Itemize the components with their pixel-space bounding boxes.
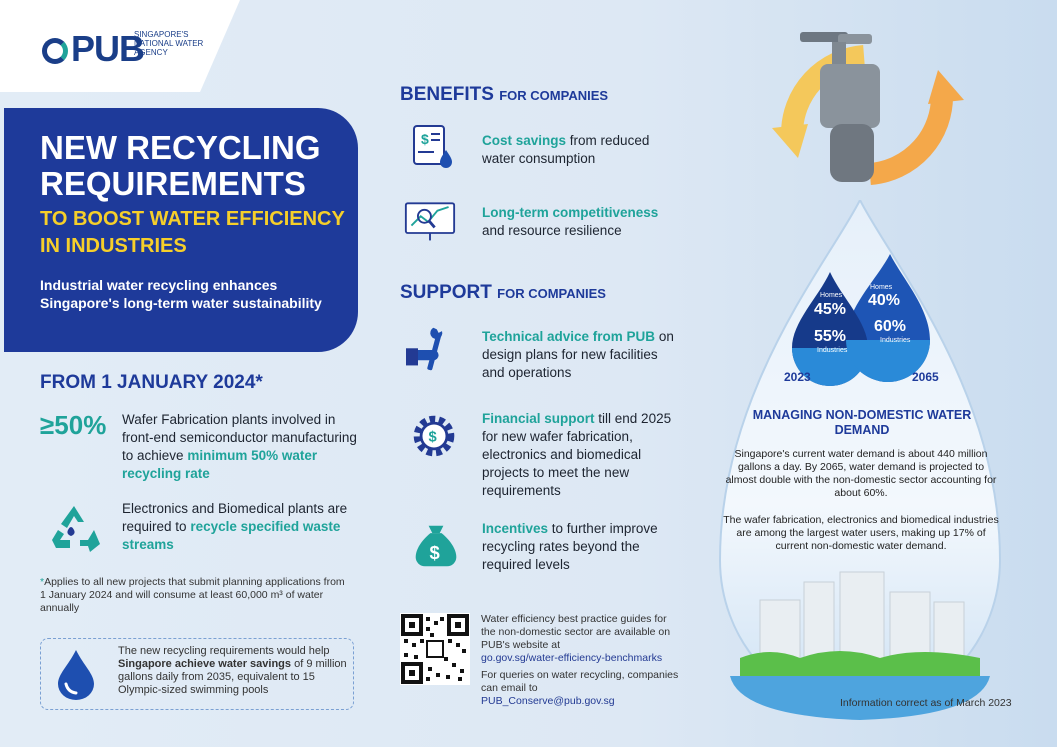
recycling-rate-stat: ≥50% xyxy=(40,410,107,440)
benefit-competitiveness: Long-term competitiveness and resource resilience xyxy=(482,205,659,238)
hero-title: NEW RECYCLING REQUIREMENTS xyxy=(40,129,321,202)
guides-paragraph: Water efficiency best practice guides for the non-domestic sector are available on PUB's website at xyxy=(481,613,671,651)
svg-text:$: $ xyxy=(428,429,437,446)
industries-2065-value: 60% xyxy=(874,318,907,335)
managing-demand-heading: MANAGING NON-DOMESTIC WATER DEMAND xyxy=(752,408,972,437)
invoice-icon xyxy=(404,122,456,170)
effective-date-heading: FROM 1 JANUARY 2024* xyxy=(40,372,263,393)
tap-recycle-arrows-illustration xyxy=(752,24,982,214)
support-heading: SUPPORT FOR COMPANIES xyxy=(400,282,606,303)
analytics-board-icon xyxy=(404,196,456,244)
industries-2023-value: 55% xyxy=(814,328,847,345)
logo-subtitle: SINGAPORE'S NATIONAL WATER AGENCY xyxy=(134,30,204,57)
benchmarks-link[interactable]: go.gov.sg/water-efficiency-benchmarks xyxy=(481,652,663,664)
info-correct-note: Information correct as of March 2023 xyxy=(840,697,1012,709)
svg-text:$: $ xyxy=(421,131,429,147)
money-bag-icon xyxy=(410,522,462,570)
year-2065-label: 2065 xyxy=(912,370,939,384)
qr-code[interactable] xyxy=(400,613,470,685)
electronics-biomedical-requirement: Electronics and Biomedical plants are required to recycle specified waste streams xyxy=(122,501,348,552)
gear-dollar-icon xyxy=(408,412,460,460)
industries-2065-label: Industries xyxy=(880,337,911,344)
year-2023-label: 2023 xyxy=(784,370,811,384)
pub-logo: PUB xyxy=(42,28,144,70)
guides-info xyxy=(481,613,681,708)
demand-paragraph-1: Singapore's current water demand is about 440 million gallons a day. By 2065, water demand is projected to almost double with the non-domestic sector accounting for about 60%. xyxy=(725,448,997,499)
hero-description: Industrial water recycling enhances Singapore's long-term water sustainability xyxy=(40,277,322,311)
benefit-cost-savings: Cost savings from reduced water consumption xyxy=(482,133,650,166)
homes-2065-label: Homes xyxy=(870,284,893,291)
industries-2023-label: Industries xyxy=(817,347,848,354)
pub-logo-o-icon xyxy=(42,38,68,64)
recycle-icon xyxy=(44,500,104,560)
water-savings-text: The new recycling requirements would help Singapore achieve water savings of 9 million gallons daily from 2035, equivalent to 15 Olympic-sized swimming pools xyxy=(118,645,347,696)
queries-paragraph: For queries on water recycling, companies can email to xyxy=(481,669,679,694)
support-incentives: Incentives to further improve recycling rates beyond the required levels xyxy=(482,521,658,572)
homes-2023-label: Homes xyxy=(820,292,843,299)
footnote: *Applies to all new projects that submit planning applications from 1 January 2024 and will consume at least 60,000 m³ of water annually xyxy=(40,576,345,614)
homes-2065-value: 40% xyxy=(868,292,901,309)
water-drop-icon xyxy=(56,648,96,700)
wafer-fab-requirement: Wafer Fabrication plants involved in front-end semiconductor manufacturing to achieve minimum 50% water recycling rate xyxy=(122,412,357,481)
support-financial: Financial support till end 2025 for new wafer fabrication, electronics and biomedical projects to meet the new requirements xyxy=(482,411,672,498)
benefits-heading: BENEFITS FOR COMPANIES xyxy=(400,84,609,105)
homes-2023-value: 45% xyxy=(814,301,847,318)
support-technical-advice: Technical advice from PUB on design plans for new facilities and operations xyxy=(482,329,674,380)
wrench-hand-icon xyxy=(404,326,456,374)
demand-paragraph-2: The wafer fabrication, electronics and biomedical industries are among the largest water users, making up 17% of current non-domestic water demand. xyxy=(723,514,999,552)
svg-text:$: $ xyxy=(429,541,440,563)
email-link[interactable]: PUB_Conserve@pub.gov.sg xyxy=(481,695,615,707)
hero-subtitle: TO BOOST WATER EFFICIENCY IN INDUSTRIES xyxy=(40,208,345,257)
